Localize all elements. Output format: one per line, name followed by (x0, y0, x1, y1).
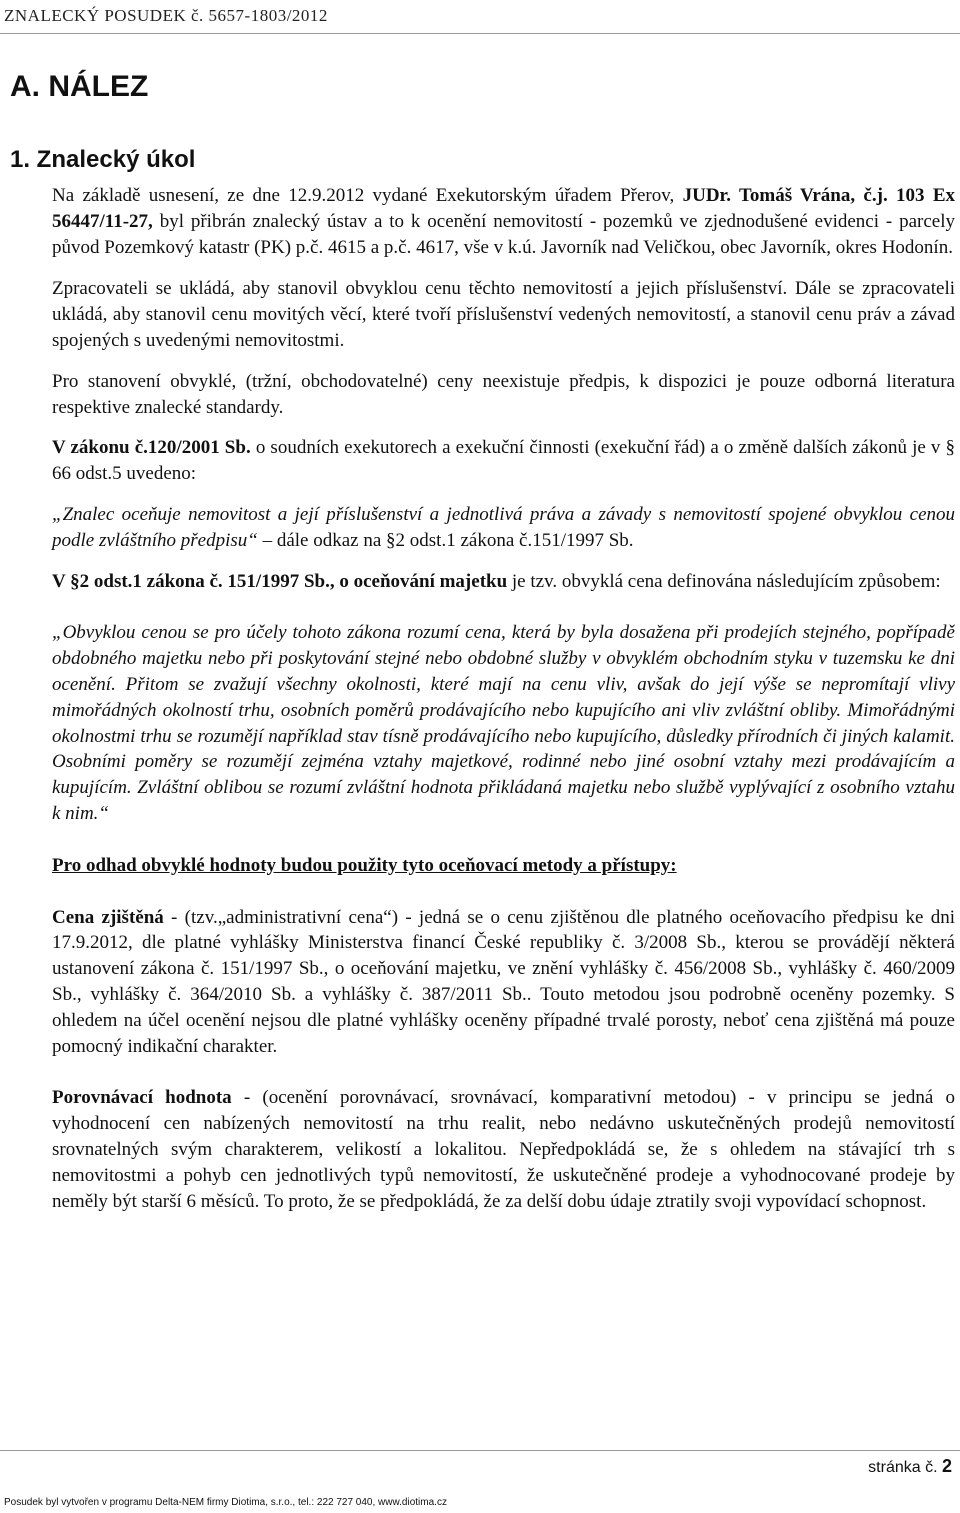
paragraph-method-2 (52, 1085, 955, 1214)
method-2-name: Porovnávací hodnota (52, 1087, 232, 1109)
page-number-value: 2 (941, 1456, 952, 1476)
quote-reference: – dále odkaz na §2 odst.1 zákona č.151/1997 Sb. (257, 529, 634, 551)
method-1-text: - (tzv.„administrativní cena“) - jedná se o cenu zjištěnou dle platného oceňovacího předpisu ke dni 17.9.2012, dle platné vyhlášky Ministerstva financí České republiky č. 3/2008 Sb., kterou se provádějí některá ustanovení zákona č. 151/1997 Sb., o oceňování majetku, ve znění vyhlášky č. 456/2008 Sb., vyhlášky č. 460/2009 Sb., vyhlášky č. 364/2010 Sb. a vyhlášky č. 387/2011 Sb.. Touto metodou jsou podrobně oceněny pozemky. S ohledem na účel ocenění nejsou dle platné vyhlášky oceněny případné trvalé porosty, neboť cena zjištěná má pouze pomocný indikační charakter. (52, 906, 955, 1057)
paragraph-quote-1 (52, 502, 955, 554)
paragraph-standards: Pro stanovení obvyklé, (tržní, obchodovatelné) ceny neexistuje předpis, k dispozici je pouze odborná literatura respektive znalecké standardy. (52, 370, 955, 418)
law-description: o soudních exekutorech a exekuční činnosti (exekuční řád) a o změně dalších zákonů je v § 66 odst.5 uvedeno: (52, 437, 955, 485)
assignment-reference: JUDr. Tomáš Vrána, č.j. 103 Ex 56447/11-27, (52, 185, 955, 232)
section-title: A. NÁLEZ (10, 70, 149, 103)
assignment-text-end: byl přibrán znalecký ústav a to k ocenění nemovitostí - pozemků ve zjednodušené evidenci - parcely původ Pozemkový katastr (PK) p.č. 4615 a p.č. 4617, vše v k.ú. Javorník nad Veličkou, obec Javorník, okres Hodonín. (52, 210, 955, 258)
paragraph-quote-2: „Obvyklou cenou se pro účely tohoto zákona rozumí cena, která by byla dosažena při prodejích stejného, popřípadě obdobného majetku nebo při poskytování stejné nebo obdobné služby v obvyklém obchodním styku v tuzemsku ke dni ocenění. Přitom se zvažují všechny okolnosti, které mají na cenu vliv, avšak do její výše se nepromítají vlivy mimořádných okolností trhu, osobních poměrů prodávajícího nebo kupujícího ani vliv zvláštní obliby. Mimořádnými okolnostmi trhu se rozumějí například stav tísně prodávajícího nebo kupujícího, důsledky přírodních či jiných kalamit. Osobními poměry se rozumějí zejména vztahy majetkové, rodinné nebo jiné osobní vztahy mezi prodávajícím a kupujícím. Zvláštní oblibou se rozumí zvláštní hodnota přikládaná majetku nebo službě vyplývající z osobního vztahu k nim.“ (52, 622, 955, 824)
header-divider (0, 33, 960, 34)
document-body (52, 183, 955, 1214)
page-label: stránka č. (868, 1459, 938, 1476)
definition-law: V §2 odst.1 zákona č. 151/1997 Sb., o oceňování majetku (52, 570, 508, 592)
paragraph-method-1 (52, 905, 955, 1060)
page-header: ZNALECKÝ POSUDEK č. 5657-1803/2012 (4, 6, 328, 25)
method-1-name: Cena zjištěná (52, 906, 164, 928)
subsection-title: 1. Znalecký úkol (10, 146, 196, 173)
software-credit: Posudek byl vytvořen v programu Delta-NEM firmy Diotima, s.r.o., tel.: 222 727 040, www.diotima.cz (4, 1497, 447, 1508)
method-2-text: - (ocenění porovnávací, srovnávací, komparativní metodou) - v principu se jedná o vyhodnocení cen nabízených nemovitostí na trhu realit, nebo nedávno uskutečněných prodejů nemovitostí srovnatelných svým charakterem, velikostí a lokalitou. Nepředpokládá se, že s ohledem na stávající trh s nemovitostmi a pohyb cen jednotlivých typů nemovitostí, že uskutečněné prodeje a vyhodnocované prodeje by neměly být starší 6 měsíců. To proto, že se předpokládá, že za delší dobu údaje ztratily svoji vypovídací schopnost. (52, 1087, 955, 1212)
footer-divider (0, 1450, 960, 1451)
definition-text: je tzv. obvyklá cena definována následujícím způsobem: (507, 570, 941, 592)
law-name: V zákonu č.120/2001 Sb. (52, 437, 251, 459)
paragraph-assignment (52, 183, 955, 260)
page-number (868, 1456, 952, 1477)
quote-text: „Znalec oceňuje nemovitost a její příslušenství a jednotlivá práva a závady s nemovitostí spojené obvyklou cenou podle zvláštního předpisu“ (52, 503, 955, 551)
paragraph-law-reference (52, 435, 955, 487)
paragraph-definition-intro (52, 569, 955, 595)
methods-heading: Pro odhad obvyklé hodnoty budou použity tyto oceňovací metody a přístupy: (52, 854, 677, 876)
assignment-text-start: Na základě usnesení, ze dne 12.9.2012 vydané Exekutorským úřadem Přerov, (52, 185, 683, 206)
paragraph-task: Zpracovateli se ukládá, aby stanovil obvyklou cenu těchto nemovitostí a jejich příslušenství. Dále se zpracovateli ukládá, aby stanovil cenu movitých věcí, které tvoří příslušenství vedených nemovitostí, a stanovil cenu práv a závad spojených s uvedenými nemovitostmi. (52, 278, 955, 351)
